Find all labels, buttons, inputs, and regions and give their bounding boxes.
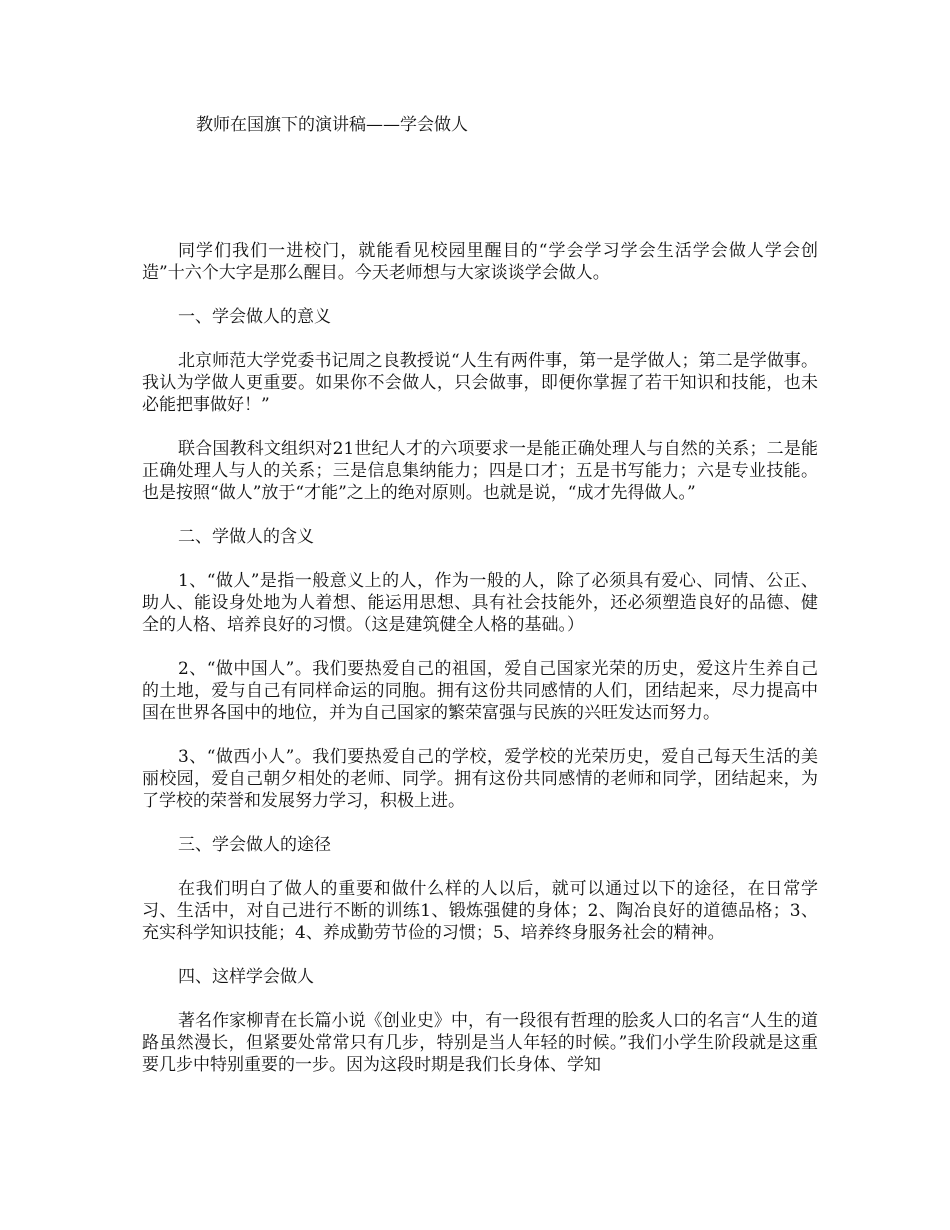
paragraph-point-2: 2、“做中国人”。我们要热爱自己的祖国，爱自己国家光荣的历史，爱这片生养自己的土地，爱与自己有同样命运的同胞。拥有这份共同感情的人们，团结起来，尽力提高中国在世界各国中的地位，并为自己国家的繁荣富强与民族的兴旺发达而努力。 xyxy=(142,659,818,723)
section-heading-1: 一、学会做人的意义 xyxy=(178,307,331,327)
paragraph-liuqing: 著名作家柳青在长篇小说《创业史》中，有一段很有哲理的脍炙人口的名言“人生的道路虽然漫长，但紧要处常常只有几步，特别是当人年轻的时候。”我们小学生阶段就是这重要几步中特别重要的一步。因为这段时期是我们长身体、学知 xyxy=(142,1011,818,1075)
paragraph-point-1: 1、“做人”是指一般意义上的人，作为一般的人，除了必须具有爱心、同情、公正、助人、能设身处地为人着想、能运用思想、具有社会技能外，还必须塑造良好的品德、健全的人格、培养良好的习惯。（这是建筑健全人格的基础。） xyxy=(142,571,818,635)
section-heading-4: 四、这样学会做人 xyxy=(178,967,314,987)
paragraph-methods: 在我们明白了做人的重要和做什么样的人以后，就可以通过以下的途径，在日常学习、生活中，对自己进行不断的训练1、锻炼强健的身体；2、陶冶良好的道德品格；3、充实科学知识技能；4、养成勤劳节俭的习惯；5、培养终身服务社会的精神。 xyxy=(142,879,818,943)
section-heading-2: 二、学做人的含义 xyxy=(178,527,314,547)
paragraph-unesco: 联合国教科文组织对21世纪人才的六项要求一是能正确处理人与自然的关系；二是能正确处理人与人的关系；三是信息集纳能力；四是口才；五是书写能力；六是专业技能。也是按照“做人”放于“才能”之上的绝对原则。也就是说，“成才先得做人。” xyxy=(142,439,818,503)
document-body xyxy=(142,240,818,1098)
intro-paragraph: 同学们我们一进校门，就能看见校园里醒目的“学会学习学会生活学会做人学会创造”十六个大字是那么醒目。今天老师想与大家谈谈学会做人。 xyxy=(142,241,818,283)
paragraph-quote-zhou: 北京师范大学党委书记周之良教授说“人生有两件事，第一是学做人；第二是学做事。我认为学做人更重要。如果你不会做人，只会做事，即便你掌握了若干知识和技能，也未必能把事做好！” xyxy=(142,351,818,415)
section-heading-3: 三、学会做人的途径 xyxy=(178,835,331,855)
paragraph-point-3: 3、“做西小人”。我们要热爱自己的学校，爱学校的光荣历史，爱自己每天生活的美丽校园，爱自己朝夕相处的老师、同学。拥有这份共同感情的老师和同学，团结起来，为了学校的荣誉和发展努力学习，积极上进。 xyxy=(142,747,818,811)
document-title: 教师在国旗下的演讲稿——学会做人 xyxy=(196,115,468,135)
